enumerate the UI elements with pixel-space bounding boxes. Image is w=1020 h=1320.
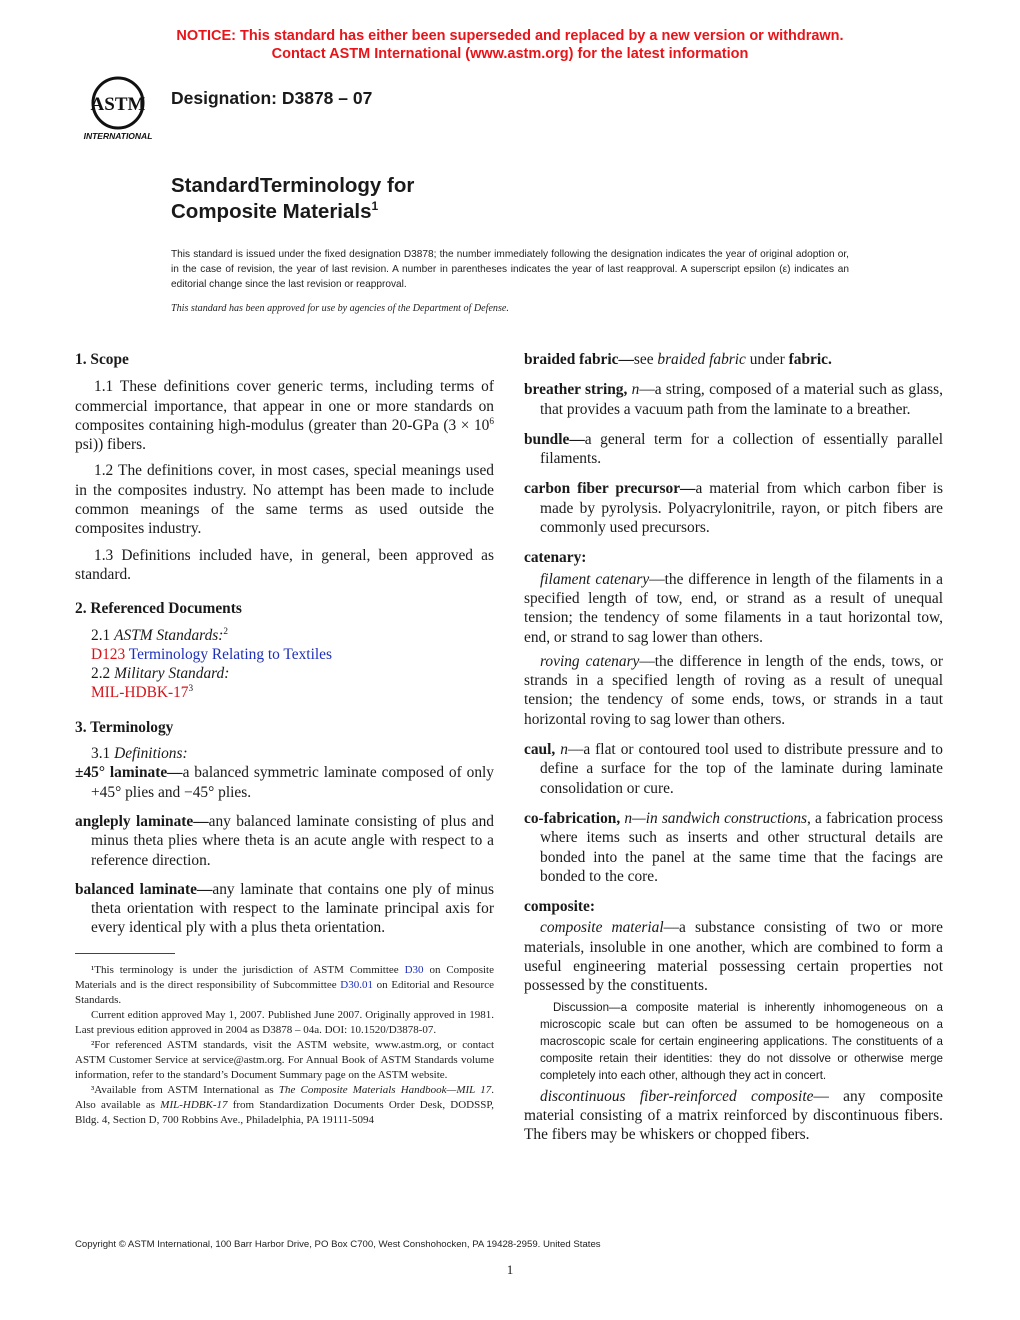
title-line-1: StandardTerminology for — [171, 174, 415, 197]
term-caul: caul, — [524, 741, 556, 759]
cofab-n: n—in sandwich constructions — [620, 809, 808, 827]
discont-def: — any composite material consisting of a matrix reinforced by discontinuous fibers. The fibers may be whiskers or chopped fibers. — [524, 1087, 943, 1144]
refdocs-mil — [75, 683, 494, 702]
footnote-rule — [75, 953, 175, 954]
scope-1-1-text: 1.1 These definitions cover generic terms, including terms of commercial importance, that appear in one or more standards on composites containing high-modulus (greater than 20-GPa (3 × 10 — [75, 378, 494, 434]
caul-n: n — [555, 741, 568, 759]
discussion-note: Discussion—a composite material is inherently inhomogeneous on a microscopic scale but can often be assumed to be homogeneous on a macroscopic scale for certain engineering applications. The constituents of a composite retain their identities: they do not dissolve or otherwise merge completely into each other, although they act in concert. — [540, 1000, 943, 1082]
scope-1-2: 1.2 The definitions cover, in most cases, special meanings used in the composites industry. No attempt has been made to include common meanings of the same terms as used outside the composites industry. — [75, 462, 494, 538]
notice-line-2: Contact ASTM International (www.astm.org) for the latest information — [271, 46, 749, 62]
mil-sup[interactable]: 3 — [188, 683, 194, 694]
copyright: Copyright © ASTM International, 100 Barr Harbor Drive, PO Box C700, West Conshohocken, PA 19428-2959. United States — [75, 1239, 601, 1250]
discont-italic: discontinuous fiber-reinforced composite — [540, 1087, 814, 1105]
logo-text: ASTM — [90, 94, 146, 115]
fn1-b: on Composite Materials and is the direct responsibility of Subcommittee — [75, 964, 494, 991]
section-refdocs-heading: 2. Referenced Documents — [75, 600, 242, 618]
refdocs-mil-label — [75, 664, 494, 683]
footnote-2: ²For referenced ASTM standards, visit the ASTM website, www.astm.org, or contact ASTM Customer Service at service@astm.org. For Annual Book of ASTM Standards volume information, refer to the standard’s Document Summary page on the ASTM website. — [75, 1039, 494, 1081]
astm-logo — [75, 75, 161, 143]
breather-def: —a string, composed of a material such as glass, that provides a vacuum path from the laminate to a breather. — [540, 381, 943, 418]
terminology-sub — [75, 744, 494, 763]
def-angleply — [75, 812, 494, 870]
footnote-3 — [75, 1083, 494, 1128]
braided-a: see — [633, 351, 658, 368]
braided-bold: fabric. — [788, 351, 832, 368]
refdocs-mil-num: 2.2 — [91, 665, 115, 683]
def-bundle — [524, 430, 943, 469]
roving-def: —the difference in length of the ends, tows, or strands in a specified length of roving as a result of unequal tension; the tendency of some ends, tows, or strands in a taut horizontal roving to sag lower than others. — [524, 652, 943, 728]
fn3-italic-1: The Composite Materials Handbook—MIL 17 — [278, 1084, 492, 1096]
mil-hdbk-link[interactable]: MIL-HDBK-17 — [91, 684, 189, 702]
title-line-2-text: Composite Materials — [171, 200, 372, 223]
def-discontinuous-composite — [524, 1087, 943, 1145]
composite-heading: composite: — [524, 898, 595, 916]
scope-1-3: 1.3 Definitions included have, in general, been approved as standard. — [75, 546, 494, 583]
catenary-heading: catenary: — [524, 549, 587, 567]
bundle-def: a general term for a collection of essentially parallel filaments. — [540, 430, 943, 468]
compmat-def: —a substance consisting of two or more materials, insoluble in one another, which are combined to form a useful engineering material possessing certain properties not possessed by the constituents. — [524, 919, 944, 995]
refdocs-astm-italic: ASTM Standards: — [114, 626, 224, 644]
scope-exp: 6 — [489, 415, 494, 426]
def-carbon-fiber-precursor — [524, 479, 943, 537]
notice-line-1: NOTICE: This standard has either been superseded and replaced by a new version or withdrawn. — [176, 28, 844, 44]
roving-italic: roving catenary — [540, 652, 640, 670]
fn3-a: ³Available from ASTM International as — [91, 1084, 279, 1096]
fn1-c: on Editorial and Resource Standards. — [75, 979, 494, 1006]
left-column — [75, 350, 494, 938]
def-angleply-text: any balanced laminate consisting of plus and minus theta plies where theta is an acute angle with respect to a reference direction. — [91, 812, 494, 869]
filament-italic: filament catenary — [540, 570, 650, 588]
term-bundle: bundle— — [524, 430, 585, 448]
term-45-laminate: ±45° laminate— — [75, 764, 183, 782]
def-45-text: a balanced symmetric laminate composed of only +45° plies and −45° plies. — [91, 764, 494, 801]
refdocs-mil-italic: Military Standard: — [114, 665, 230, 683]
right-column — [524, 350, 943, 1145]
fn1-a: ¹This terminology is under the jurisdiction of ASTM Committee — [91, 964, 405, 976]
notice-banner — [0, 27, 1020, 63]
footnotes — [75, 963, 494, 1128]
title-footnote-mark[interactable]: 1 — [371, 199, 379, 214]
filament-def: —the difference in length of the filaments in a specified length of tow, end, or strand as a result of unequal tension; the tendency of some filaments in a taut horizontal tow, end, or strand to sag lower than others. — [524, 570, 944, 646]
def-co-fabrication — [524, 809, 943, 886]
def-roving-catenary — [524, 652, 943, 729]
def-braided-fabric — [524, 350, 943, 369]
defense-note: This standard has been approved for use by agencies of the Department of Defense. — [171, 303, 509, 314]
designation: Designation: D3878 – 07 — [171, 88, 373, 108]
braided-b: under — [745, 351, 789, 368]
term-cofab: co-fabrication, — [524, 809, 621, 827]
def-filament-catenary — [524, 570, 943, 647]
terminology-sub-italic: Definitions: — [114, 745, 188, 763]
footnote-1 — [75, 963, 494, 1008]
term-braided: braided fabric— — [524, 351, 634, 368]
page-number: 1 — [506, 1262, 514, 1277]
refdocs-astm-label — [75, 626, 494, 645]
compmat-italic: composite material — [540, 919, 664, 937]
d30-01-link[interactable]: D30.01 — [340, 979, 373, 991]
def-45-laminate — [75, 763, 494, 802]
terminology-sub-num: 3.1 — [91, 745, 115, 763]
term-angleply: angleply laminate— — [75, 812, 209, 830]
fn3-c: from Standardization Documents Order Desk, DODSSP, Bldg. 4, Section D, 700 Robbins Ave., Philadelphia, PA 19111-5094 — [75, 1099, 494, 1126]
fn3-italic-2: MIL-HDBK-17 — [160, 1099, 228, 1111]
term-balanced: balanced laminate— — [75, 880, 213, 898]
section-scope-heading: 1. Scope — [75, 351, 129, 368]
braided-italic: braided fabric — [657, 351, 746, 368]
d123-title-link[interactable]: Terminology Relating to Textiles — [125, 645, 332, 663]
refdocs-d123 — [75, 645, 494, 664]
page-title — [171, 173, 414, 225]
def-caul — [524, 740, 943, 798]
def-composite-material — [524, 918, 943, 995]
carbon-def: a material from which carbon fiber is made by pyrolysis. Polyacrylonitrile, rayon, or pitch fibers are commonly used precursors. — [540, 480, 943, 537]
fn3-b: . Also available as — [75, 1084, 494, 1111]
section-terminology-heading: 3. Terminology — [75, 718, 174, 736]
def-balanced — [75, 880, 494, 938]
logo-subtext: INTERNATIONAL — [83, 131, 153, 141]
scope-1-1 — [75, 377, 494, 454]
cofab-def: , a fabrication process where items such as inserts and other structural details are bonded into the panel at the same time that the facings are bonded to the core. — [540, 809, 943, 885]
title-line-2 — [171, 199, 414, 225]
astm-logo-icon — [75, 75, 161, 143]
term-carbon: carbon fiber precursor— — [524, 480, 696, 498]
caul-def: —a flat or contoured tool used to distribute pressure and to define a surface for the top of the laminate during laminate consolidation or cure. — [540, 741, 943, 797]
term-breather: breather string, — [524, 381, 628, 399]
d123-link[interactable]: D123 — [91, 645, 126, 663]
def-balanced-text: any laminate that contains one ply of minus theta orientation with respect to the laminate principal axis for every identical ply with a plus theta orientation. — [91, 880, 494, 937]
intro-paragraph: This standard is issued under the fixed designation D3878; the number immediately following the designation indicates the year of original adoption or, in the case of revision, the year of last revision. A number in parentheses indicates the year of last reapproval. A superscript epsilon (ε) indicates an editorial change since the last revision or reapproval. — [171, 249, 849, 290]
refdocs-astm-num: 2.1 — [91, 626, 115, 644]
d30-link[interactable]: D30 — [404, 964, 424, 976]
breather-n: n — [627, 381, 640, 399]
def-breather-string — [524, 380, 943, 419]
refdocs-astm-sup[interactable]: 2 — [223, 625, 229, 636]
scope-1-1-end: psi)) fibers. — [75, 436, 146, 454]
footnote-1-edition: Current edition approved May 1, 2007. Published June 2007. Originally approved in 1981. Last previous edition approved in 2004 as D3878 – 04a. DOI: 10.1520/D3878-07. — [75, 1009, 494, 1036]
